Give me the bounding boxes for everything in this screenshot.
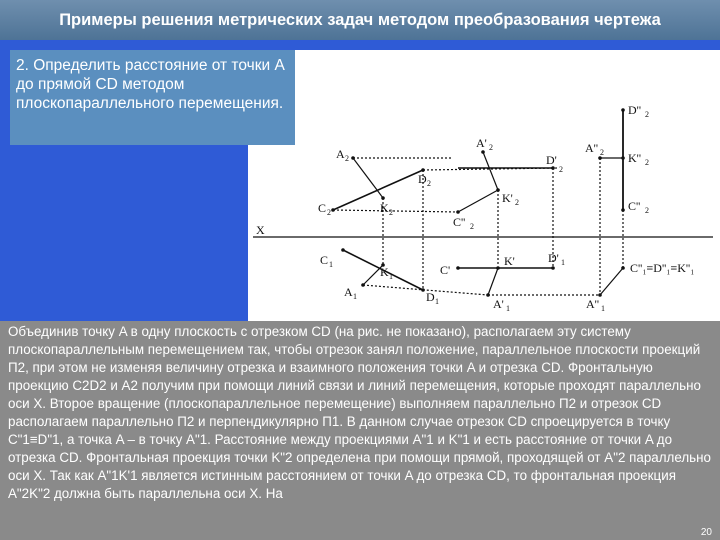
- label-d1: D: [426, 290, 435, 304]
- svg-text:1: 1: [561, 258, 565, 267]
- label-c1: C: [320, 253, 329, 267]
- label-d2: D: [418, 172, 427, 186]
- label-a2: A: [336, 147, 345, 161]
- label-d2pp: D'': [628, 103, 641, 117]
- svg-text:2: 2: [470, 222, 474, 231]
- svg-text:2: 2: [345, 154, 349, 163]
- label-k2pp: K'': [628, 151, 641, 165]
- segment-a2p-k2p: [483, 152, 498, 190]
- segment-a1p-k1p: [488, 268, 498, 295]
- explanation-paragraph: Объединив точку A в одну плоскость с отрезком CD (на рис. не показано), располагаем эту систему плоскопараллельным перемещением так, чтобы отрезок занял положение, параллельное плоскости проекций П2, при этом не изменяя величину отрезка и взаимного положения точки A и отрезка CD. Фронтальную проекцию C2D2 и A2 получим при помощи линий связи и линий перемещения, которые проходят параллельно оси X. Второе вращение (плоскопараллельное перемещение) выполняем параллельно П2 и отрезок CD располагаем параллельно П2 и перпендикулярно П1. В данном случае отрезок CD спроецируется в точку C"1≡D"1, а точка A – в точку A"1. Расстояние между проекциями A"1 и K"1 и есть расстояние от точки A до отрезка CD. Фронтальная проекция точки K"2 определена при помощи прямой, проходящей от A"2 параллельно оси X. Так как A"1K'1 является истинным расстоянием от точки A до отрезка CD, то фронтальная проекция A"2K"2 должна быть параллельна оси X. На: [8, 324, 711, 501]
- svg-text:2: 2: [427, 179, 431, 188]
- page-number: 20: [700, 527, 712, 538]
- svg-text:2: 2: [645, 206, 649, 215]
- label-c2pp: C'': [628, 199, 641, 213]
- label-d2p: D': [546, 153, 557, 167]
- slide-title: Примеры решения метрических задач методом преобразования чертежа: [0, 0, 720, 40]
- explanation-text: [0, 321, 720, 540]
- construction-drawing: [248, 50, 720, 321]
- svg-text:2: 2: [645, 158, 649, 167]
- svg-text:1: 1: [506, 304, 510, 313]
- svg-text:2: 2: [389, 208, 393, 217]
- svg-text:1: 1: [435, 297, 439, 306]
- svg-text:1: 1: [329, 260, 333, 269]
- label-k2: K: [380, 201, 389, 215]
- label-cdk1pp: C''₁≡D''₁≡K''₁: [630, 261, 695, 275]
- label-c2: C: [318, 201, 327, 215]
- svg-text:1: 1: [353, 292, 357, 301]
- label-a1pp: A'': [586, 297, 599, 311]
- svg-text:2: 2: [559, 165, 563, 174]
- label-a1: A: [344, 285, 353, 299]
- label-a2p: A': [476, 136, 487, 150]
- task-text: 2. Определить расстояние от точки A до прямой CD методом плоскопараллельного перемещения.: [16, 57, 284, 112]
- segment-a2-k2: [353, 158, 383, 198]
- svg-text:2: 2: [645, 110, 649, 119]
- segment-k2p-c2pp: [458, 190, 498, 212]
- segment-c2-d2: [333, 170, 423, 210]
- label-c1p: C': [440, 263, 451, 277]
- label-c2p: C'': [453, 215, 466, 229]
- svg-text:2: 2: [600, 148, 604, 157]
- svg-text:2: 2: [489, 143, 493, 152]
- label-d1p: D': [548, 251, 559, 265]
- segment-a1pp-k1pp: [600, 268, 623, 295]
- svg-text:1: 1: [601, 304, 605, 313]
- label-k1: K: [380, 265, 389, 279]
- label-a1p: A': [493, 297, 504, 311]
- svg-text:2: 2: [327, 208, 331, 217]
- svg-text:1: 1: [389, 272, 393, 281]
- svg-text:2: 2: [515, 198, 519, 207]
- label-k2p: K': [502, 191, 513, 205]
- label-a2pp: A'': [585, 141, 598, 155]
- projection-line-c2: [333, 210, 458, 212]
- label-axis-x: X: [256, 223, 265, 237]
- label-k1p: K': [504, 254, 515, 268]
